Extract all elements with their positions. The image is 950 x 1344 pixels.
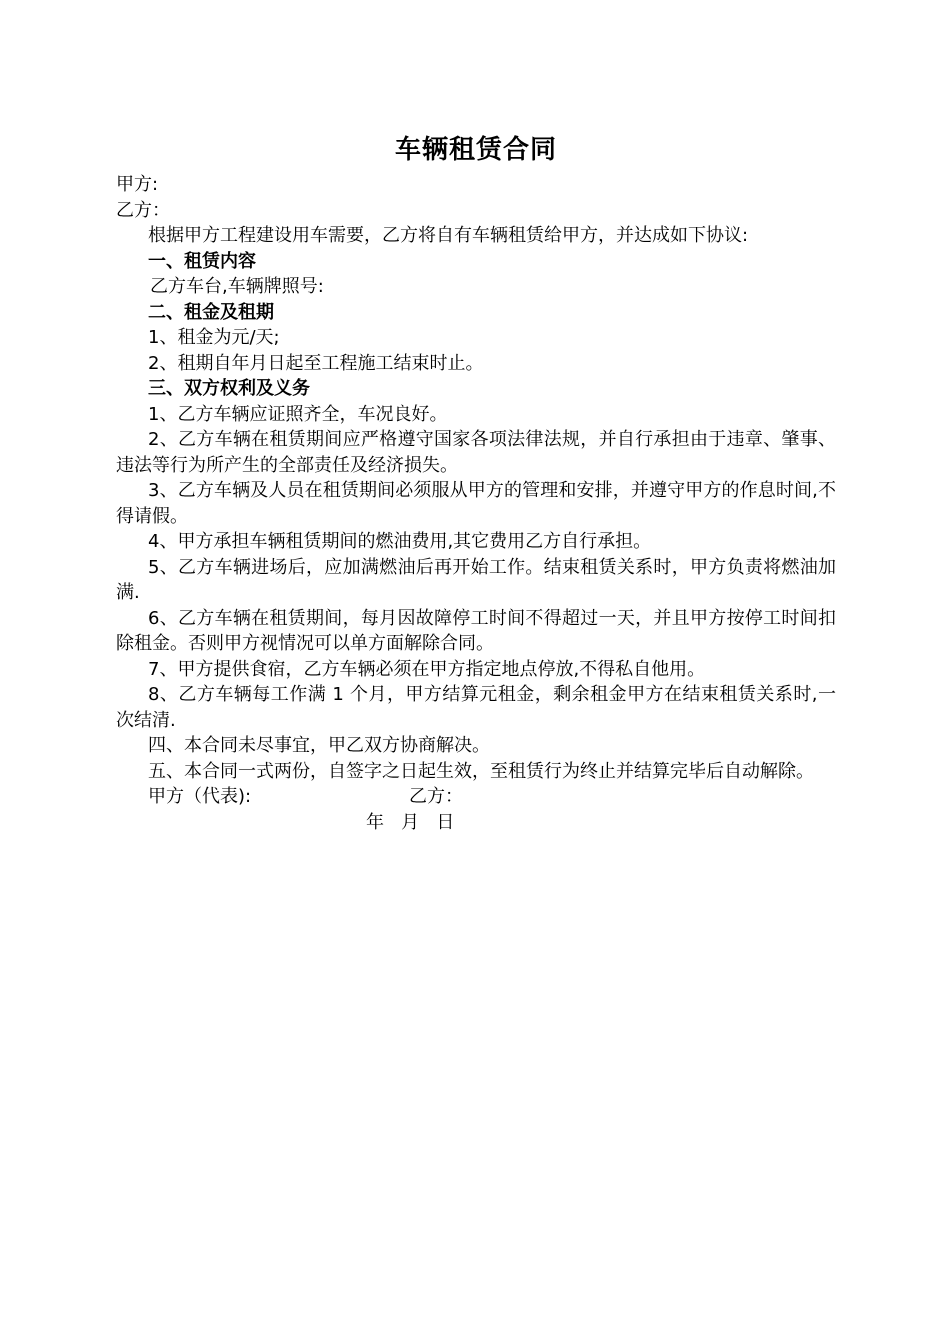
party-a-line: 甲方: (116, 174, 159, 195)
section4-paragraph: 四、本合同未尽事宜，甲乙双方协商解决。 (148, 735, 490, 756)
section2-item: 2、租期自年月日起至工程施工结束时止。 (148, 352, 484, 374)
section3-heading: 三、双方权利及义务 (148, 378, 310, 399)
section3-item: 6、乙方车辆在租赁期间，每月因故障停工时间不得超过一天，并且甲方按停工时间扣除租金。否则甲方视情况可以单方面解除合同。 (116, 607, 836, 654)
party-a-signature-label: 甲方（代表): (148, 786, 252, 807)
section3-item: 1、乙方车辆应证照齐全，车况良好。 (148, 403, 448, 425)
section1-heading: 一、租赁内容 (148, 250, 256, 272)
section5-paragraph: 五、本合同一式两份，自签字之日起生效，至租赁行为终止并结算完毕后自动解除。 (148, 760, 814, 782)
date-line: 年 月 日 (366, 811, 455, 833)
section3-item: 3、乙方车辆及人员在租赁期间必须服从甲方的管理和安排，并遵守甲方的作息时间,不得请假。 (116, 480, 836, 527)
section1-line: 乙方车台,车辆牌照号: (150, 276, 324, 297)
party-b-signature-label: 乙方： (409, 786, 463, 807)
section3-item: 8、乙方车辆每工作满 1 个月，甲方结算元租金，剩余租金甲方在结束租赁关系时,一次结清. (116, 684, 836, 731)
section3-item: 7、甲方提供食宿，乙方车辆必须在甲方指定地点停放,不得私自他用。 (148, 658, 706, 680)
document-title: 车辆租赁合同 (394, 135, 557, 165)
document-body (116, 128, 836, 835)
signature-row (116, 784, 836, 810)
date-row (116, 810, 836, 836)
intro-paragraph: 根据甲方工程建设用车需要，乙方将自有车辆租赁给甲方，并达成如下协议: (148, 225, 749, 246)
section3-item: 4、甲方承担车辆租赁期间的燃油费用,其它费用乙方自行承担。 (148, 531, 652, 552)
section3-item: 5、乙方车辆进场后，应加满燃油后再开始工作。结束租赁关系时，甲方负责将燃油加满. (116, 556, 836, 603)
section2-item: 1、租金为元/天; (148, 327, 280, 348)
section3-item: 2、乙方车辆在租赁期间应严格遵守国家各项法律法规，并自行承担由于违章、肇事、违法等行为所产生的全部责任及经济损失。 (116, 429, 836, 476)
section2-heading: 二、租金及租期 (148, 301, 274, 323)
party-b-line: 乙方： (116, 199, 170, 221)
